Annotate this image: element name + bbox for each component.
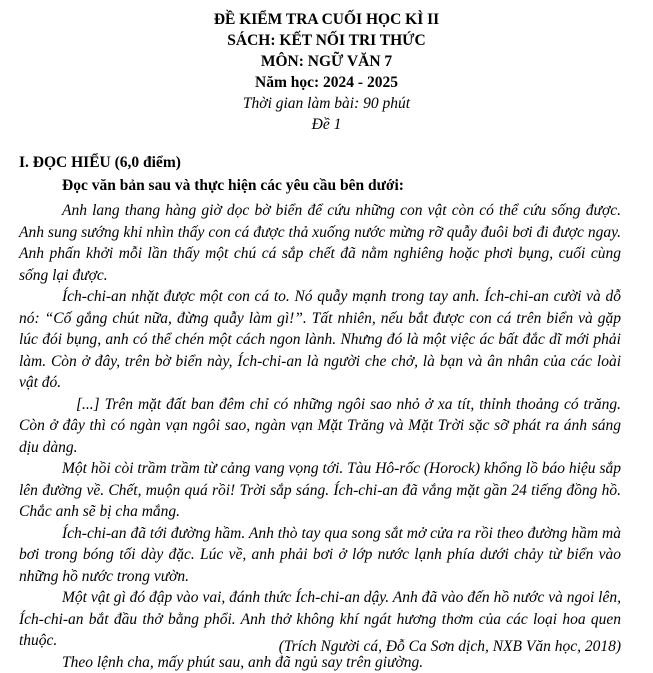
passage-paragraph: Một hồi còi trầm trầm từ cảng vang vọng tới. Tàu Hô-rốc (Horock) khổng lồ báo hiệu sắp lên đường về. Chết, muộn quá rồi! Trời sắp sáng. Ích-chi-an đã vắng mặt gần 24 tiếng đồng hồ. Chắc anh sẽ bị cha mắng. xyxy=(19,458,621,523)
passage-source: (Trích Người cá, Đỗ Ca Sơn dịch, NXB Văn học, 2018) xyxy=(279,638,621,656)
passage-paragraph: Theo lệnh cha, mấy phút sau, anh đã ngủ say trên giường. xyxy=(19,652,621,673)
exam-code: Đề 1 xyxy=(0,115,653,135)
section-instruction: Đọc văn bản sau và thực hiện các yêu cầu bên dưới: xyxy=(62,177,404,195)
passage-paragraph: Một vật gì đó đập vào vai, đánh thức Ích-chi-an dậy. Anh đã vào đến hồ nước và ngoi lên, Ích-chi-an bắt đầu thở bằng phổi. Anh thở không khí ngát hương thơm của các loại hoa quen thuộc. xyxy=(19,587,621,652)
exam-title: ĐỀ KIỂM TRA CUỐI HỌC KÌ II xyxy=(0,10,653,30)
passage-paragraph: [...] Trên mặt đất ban đêm chỉ có những ngôi sao nhỏ ở xa tít, thỉnh thoảng có trăng. Còn ở đây thì có ngàn vạn ngôi sao, ngàn vạn Mặt Trăng và Mặt Trời sặc sỡ phát ra ánh sáng dịu dàng. xyxy=(19,394,621,459)
reading-passage xyxy=(19,200,621,673)
passage-paragraph: Anh lang thang hàng giờ dọc bờ biển để cứu những con vật còn có thể cứu sống được. Anh sung sướng khi nhìn thấy con cá được thả xuống nước mừng rỡ quẫy đuôi bơi đi được ngay. Anh phấn khởi mỗi lần thấy một chú cá sắp chết đã nằm nghiêng hoặc phơi bụng, cuối cùng sống lại được. xyxy=(19,200,621,286)
time-limit: Thời gian làm bài: 90 phút xyxy=(0,94,653,114)
subject: MÔN: NGỮ VĂN 7 xyxy=(0,52,653,72)
passage-paragraph: Ích-chi-an đã tới đường hầm. Anh thò tay qua song sắt mở cửa ra rồi theo đường hầm mà bơi trong bóng tối dày đặc. Lúc về, anh phải bơi ở lớp nước lạnh phía dưới chảy từ biển vào những hồ nước trong vườn. xyxy=(19,523,621,588)
book-series: SÁCH: KẾT NỐI TRI THỨC xyxy=(0,31,653,51)
school-year: Năm học: 2024 - 2025 xyxy=(0,73,653,93)
passage-paragraph: Ích-chi-an nhặt được một con cá to. Nó quẫy mạnh trong tay anh. Ích-chi-an cười và dỗ nó: “Cố gắng chút nữa, đừng quẫy làm gì!”. Tất nhiên, nếu bắt được con cá trên biển và gặp lúc đói bụng, anh có thể chén một cách ngon lành. Nhưng đó là một việc ác bất đắc dĩ mới phải làm. Còn ở đây, trên bờ biển này, Ích-chi-an là người che chở, là bạn và ân nhân của các loài vật đó. xyxy=(19,286,621,394)
section-title: I. ĐỌC HIỂU (6,0 điểm) xyxy=(19,154,181,172)
